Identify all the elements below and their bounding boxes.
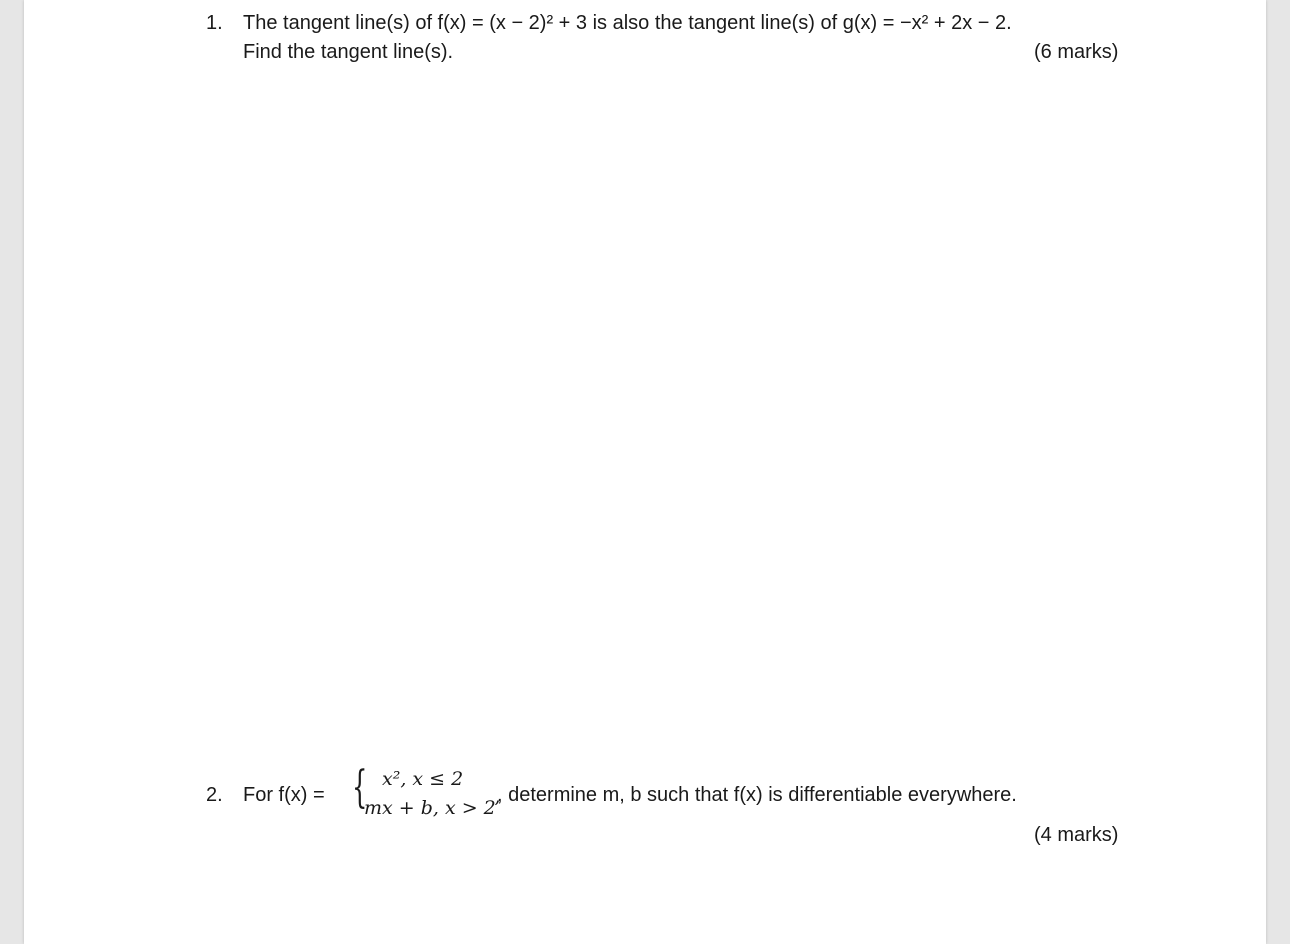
question-text: , determine m, b such that f(x) is differentiable everywhere. [497,784,1017,806]
question-number: 2. [206,784,223,806]
document-page [24,0,1266,944]
piecewise-suffix: ’ [494,797,501,819]
function-definition-prefix: For f(x) = [243,784,325,806]
question-text-line-1: The tangent line(s) of f(x) = (x − 2)² + 3 is also the tangent line(s) of g(x) = −x² + 2x − 2. [243,12,1012,34]
marks-label: (4 marks) [1034,824,1119,846]
question-number: 1. [206,12,223,34]
piecewise-case-2: mx + b, x > 2 [364,797,496,819]
question-text-line-2: Find the tangent line(s). [243,41,454,63]
marks-label: (6 marks) [1034,41,1119,63]
piecewise-case-1: x², x ≤ 2 [382,768,464,790]
piecewise-brace: { [352,762,368,813]
